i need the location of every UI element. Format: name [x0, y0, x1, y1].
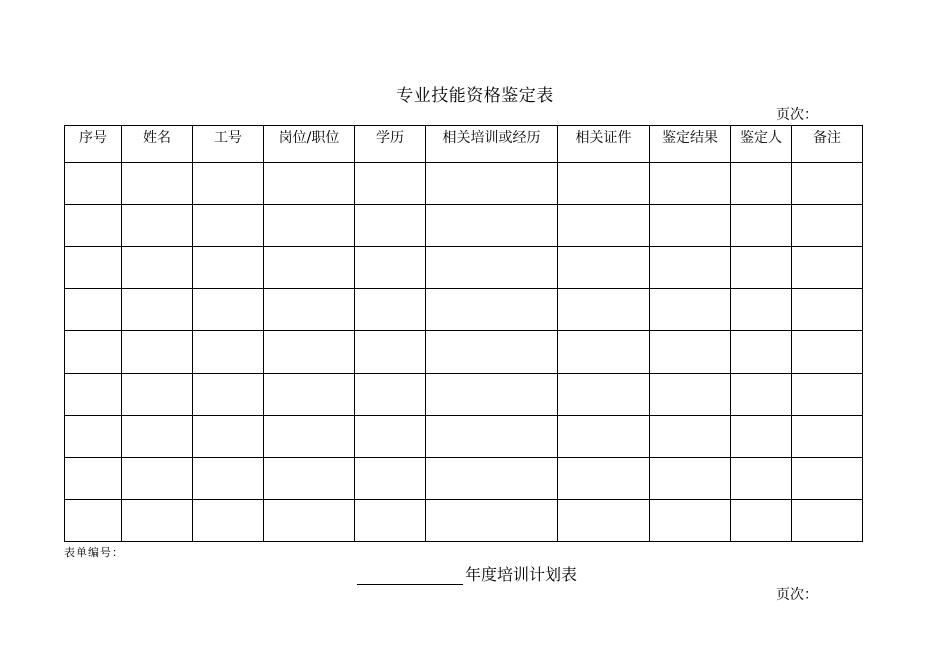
table-cell[interactable]	[355, 331, 426, 373]
table-cell[interactable]	[193, 331, 264, 373]
table-cell[interactable]	[731, 247, 792, 289]
table-cell[interactable]	[65, 247, 122, 289]
table-cell[interactable]	[355, 415, 426, 457]
table-cell[interactable]	[792, 331, 863, 373]
table-header-row	[65, 126, 863, 163]
table-cell[interactable]	[122, 289, 193, 331]
table-cell[interactable]	[650, 163, 731, 205]
header-education: 学历	[355, 126, 426, 163]
training-plan-title-text: 年度培训计划表	[465, 565, 578, 584]
table-cell[interactable]	[65, 373, 122, 415]
table-cell[interactable]	[558, 499, 650, 541]
table-cell[interactable]	[792, 205, 863, 247]
table-cell[interactable]	[122, 499, 193, 541]
table-cell[interactable]	[792, 415, 863, 457]
table-cell[interactable]	[731, 289, 792, 331]
table-row	[65, 163, 863, 205]
table-cell[interactable]	[558, 415, 650, 457]
header-assessor: 鉴定人	[731, 126, 792, 163]
header-certificates: 相关证件	[558, 126, 650, 163]
table-cell[interactable]	[193, 163, 264, 205]
table-cell[interactable]	[264, 289, 355, 331]
table-cell[interactable]	[122, 163, 193, 205]
header-name: 姓名	[122, 126, 193, 163]
table-cell[interactable]	[193, 415, 264, 457]
table-cell[interactable]	[650, 289, 731, 331]
table-cell[interactable]	[426, 205, 558, 247]
table-cell[interactable]	[355, 247, 426, 289]
table-cell[interactable]	[792, 373, 863, 415]
table-cell[interactable]	[355, 457, 426, 499]
page-number-label-2: 页次：	[776, 587, 818, 603]
table-cell[interactable]	[558, 163, 650, 205]
table-cell[interactable]	[650, 499, 731, 541]
table-cell[interactable]	[122, 373, 193, 415]
table-cell[interactable]	[731, 163, 792, 205]
table-cell[interactable]	[792, 163, 863, 205]
table-cell[interactable]	[193, 499, 264, 541]
table-cell[interactable]	[731, 373, 792, 415]
table-row	[65, 415, 863, 457]
table-row	[65, 499, 863, 541]
table-cell[interactable]	[355, 499, 426, 541]
table-cell[interactable]	[731, 331, 792, 373]
form-title: 专业技能资格鉴定表	[396, 86, 554, 106]
header-remarks: 备注	[792, 126, 863, 163]
table-cell[interactable]	[731, 205, 792, 247]
table-cell[interactable]	[426, 331, 558, 373]
table-cell[interactable]	[264, 373, 355, 415]
table-cell[interactable]	[426, 499, 558, 541]
table-cell[interactable]	[558, 373, 650, 415]
table-cell[interactable]	[65, 331, 122, 373]
table-cell[interactable]	[264, 247, 355, 289]
table-cell[interactable]	[65, 163, 122, 205]
table-cell[interactable]	[355, 205, 426, 247]
table-cell[interactable]	[122, 247, 193, 289]
table-cell[interactable]	[558, 205, 650, 247]
table-cell[interactable]	[426, 289, 558, 331]
table-cell[interactable]	[650, 205, 731, 247]
table-cell[interactable]	[65, 415, 122, 457]
header-serial-no: 序号	[65, 126, 122, 163]
form-number-label: 表单编号：	[64, 546, 124, 559]
table-cell[interactable]	[355, 289, 426, 331]
table-cell[interactable]	[650, 457, 731, 499]
table-cell[interactable]	[426, 457, 558, 499]
table-row	[65, 457, 863, 499]
table-cell[interactable]	[792, 499, 863, 541]
table-row	[65, 205, 863, 247]
qualification-table	[64, 125, 863, 542]
table-cell[interactable]	[650, 247, 731, 289]
table-cell[interactable]	[426, 163, 558, 205]
header-training-experience: 相关培训或经历	[426, 126, 558, 163]
table-cell[interactable]	[65, 205, 122, 247]
table-row	[65, 289, 863, 331]
table-cell[interactable]	[650, 373, 731, 415]
header-position: 岗位/职位	[264, 126, 355, 163]
table-cell[interactable]	[264, 331, 355, 373]
table-cell[interactable]	[558, 247, 650, 289]
header-assessment-result: 鉴定结果	[650, 126, 731, 163]
table-cell[interactable]	[264, 415, 355, 457]
table-cell[interactable]	[426, 247, 558, 289]
table-cell[interactable]	[731, 415, 792, 457]
table-cell[interactable]	[426, 373, 558, 415]
year-blank-line	[357, 567, 463, 585]
table-cell[interactable]	[122, 205, 193, 247]
table-cell[interactable]	[193, 289, 264, 331]
table-cell[interactable]	[264, 205, 355, 247]
table-cell[interactable]	[264, 163, 355, 205]
table-row	[65, 373, 863, 415]
table-cell[interactable]	[426, 415, 558, 457]
table-cell[interactable]	[731, 457, 792, 499]
table-cell[interactable]	[193, 457, 264, 499]
table-cell[interactable]	[122, 415, 193, 457]
table-cell[interactable]	[650, 331, 731, 373]
table-cell[interactable]	[650, 415, 731, 457]
table-cell[interactable]	[792, 247, 863, 289]
table-cell[interactable]	[193, 373, 264, 415]
table-row	[65, 247, 863, 289]
table-cell[interactable]	[558, 457, 650, 499]
page-number-label: 页次：	[776, 107, 818, 123]
table-row	[65, 331, 863, 373]
table-cell[interactable]	[355, 163, 426, 205]
table-cell[interactable]	[122, 331, 193, 373]
table-cell[interactable]	[731, 499, 792, 541]
table-cell[interactable]	[792, 289, 863, 331]
table-cell[interactable]	[193, 205, 264, 247]
table-cell[interactable]	[264, 499, 355, 541]
table-body	[65, 163, 863, 542]
table-cell[interactable]	[558, 289, 650, 331]
table-cell[interactable]	[65, 499, 122, 541]
table-cell[interactable]	[355, 373, 426, 415]
table-cell[interactable]	[264, 457, 355, 499]
header-employee-id: 工号	[193, 126, 264, 163]
table-cell[interactable]	[65, 457, 122, 499]
table-cell[interactable]	[193, 247, 264, 289]
table-cell[interactable]	[558, 331, 650, 373]
table-cell[interactable]	[792, 457, 863, 499]
table-cell[interactable]	[65, 289, 122, 331]
training-plan-title	[357, 565, 577, 585]
table-cell[interactable]	[122, 457, 193, 499]
